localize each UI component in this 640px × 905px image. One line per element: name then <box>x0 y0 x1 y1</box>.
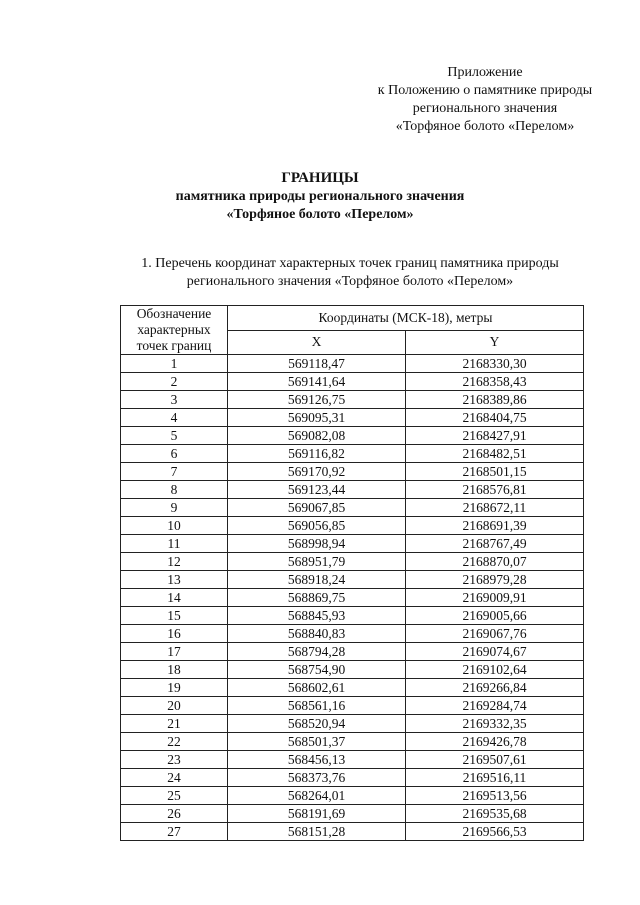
table-row <box>121 625 584 643</box>
y-coordinate-cell: 2168358,43 <box>406 373 584 391</box>
y-coordinate-cell: 2169516,11 <box>406 769 584 787</box>
x-coordinate-cell: 568845,93 <box>228 607 406 625</box>
table-row <box>121 589 584 607</box>
point-number-cell: 10 <box>121 517 228 535</box>
y-coordinate-cell: 2168501,15 <box>406 463 584 481</box>
point-number-cell: 19 <box>121 679 228 697</box>
x-coordinate-cell: 569126,75 <box>228 391 406 409</box>
y-coordinate-cell: 2168389,86 <box>406 391 584 409</box>
point-number-cell: 7 <box>121 463 228 481</box>
table-row <box>121 697 584 715</box>
table-row <box>121 787 584 805</box>
table-row <box>121 391 584 409</box>
y-coordinate-cell: 2169102,64 <box>406 661 584 679</box>
table-row <box>121 463 584 481</box>
x-coordinate-cell: 568501,37 <box>228 733 406 751</box>
header-point-line-1: Обозначение <box>136 306 212 321</box>
section-heading <box>60 255 640 291</box>
point-number-cell: 5 <box>121 427 228 445</box>
x-coordinate-cell: 569056,85 <box>228 517 406 535</box>
y-coordinate-cell: 2168330,30 <box>406 355 584 373</box>
appendix-label: Приложение <box>447 65 523 80</box>
x-coordinate-cell: 568754,90 <box>228 661 406 679</box>
x-coordinate-cell: 568951,79 <box>228 553 406 571</box>
y-coordinate-cell: 2168404,75 <box>406 409 584 427</box>
appendix-significance: регионального значения <box>412 101 558 116</box>
appendix-caption <box>330 64 640 136</box>
point-number-cell: 22 <box>121 733 228 751</box>
y-coordinate-cell: 2169332,35 <box>406 715 584 733</box>
point-number-cell: 24 <box>121 769 228 787</box>
table-row <box>121 445 584 463</box>
x-coordinate-cell: 568561,16 <box>228 697 406 715</box>
y-coordinate-cell: 2168870,07 <box>406 553 584 571</box>
x-coordinate-cell: 569141,64 <box>228 373 406 391</box>
section-heading-line-2: регионального значения «Торфяное болото «Перелом» <box>186 274 514 289</box>
y-coordinate-cell: 2169005,66 <box>406 607 584 625</box>
x-coordinate-cell: 568602,61 <box>228 679 406 697</box>
x-coordinate-cell: 569067,85 <box>228 499 406 517</box>
point-number-cell: 9 <box>121 499 228 517</box>
appendix-regulation: к Положению о памятнике природы <box>377 83 593 98</box>
y-coordinate-cell: 2169426,78 <box>406 733 584 751</box>
x-coordinate-cell: 569095,31 <box>228 409 406 427</box>
table-row <box>121 823 584 841</box>
y-coordinate-cell: 2168672,11 <box>406 499 584 517</box>
x-coordinate-cell: 568998,94 <box>228 535 406 553</box>
table-row <box>121 661 584 679</box>
table-row <box>121 751 584 769</box>
y-coordinate-cell: 2169067,76 <box>406 625 584 643</box>
appendix-object-name: «Торфяное болото «Перелом» <box>395 119 575 134</box>
y-coordinate-cell: 2169266,84 <box>406 679 584 697</box>
y-coordinate-cell: 2168767,49 <box>406 535 584 553</box>
x-coordinate-cell: 568794,28 <box>228 643 406 661</box>
x-coordinate-cell: 568264,01 <box>228 787 406 805</box>
header-point-designation <box>121 306 228 355</box>
table-row <box>121 427 584 445</box>
title-subtitle-2: «Торфяное болото «Перелом» <box>226 207 414 222</box>
header-point-line-2: характерных <box>137 322 211 337</box>
table-row <box>121 715 584 733</box>
x-coordinate-cell: 569118,47 <box>228 355 406 373</box>
point-number-cell: 15 <box>121 607 228 625</box>
y-coordinate-cell: 2168482,51 <box>406 445 584 463</box>
point-number-cell: 17 <box>121 643 228 661</box>
coordinates-table <box>120 305 584 841</box>
y-coordinate-cell: 2169566,53 <box>406 823 584 841</box>
header-y: Y <box>406 330 584 355</box>
point-number-cell: 3 <box>121 391 228 409</box>
x-coordinate-cell: 568456,13 <box>228 751 406 769</box>
table-row <box>121 535 584 553</box>
y-coordinate-cell: 2169513,56 <box>406 787 584 805</box>
point-number-cell: 14 <box>121 589 228 607</box>
x-coordinate-cell: 569082,08 <box>228 427 406 445</box>
y-coordinate-cell: 2169284,74 <box>406 697 584 715</box>
table-header-row <box>121 306 584 331</box>
table-row <box>121 643 584 661</box>
point-number-cell: 23 <box>121 751 228 769</box>
x-coordinate-cell: 568373,76 <box>228 769 406 787</box>
x-coordinate-cell: 569123,44 <box>228 481 406 499</box>
table-row <box>121 499 584 517</box>
x-coordinate-cell: 568151,28 <box>228 823 406 841</box>
point-number-cell: 12 <box>121 553 228 571</box>
y-coordinate-cell: 2169009,91 <box>406 589 584 607</box>
x-coordinate-cell: 568191,69 <box>228 805 406 823</box>
x-coordinate-cell: 569170,92 <box>228 463 406 481</box>
point-number-cell: 26 <box>121 805 228 823</box>
x-coordinate-cell: 568520,94 <box>228 715 406 733</box>
point-number-cell: 8 <box>121 481 228 499</box>
document-title <box>0 168 640 224</box>
point-number-cell: 27 <box>121 823 228 841</box>
point-number-cell: 21 <box>121 715 228 733</box>
header-point-line-3: точек границ <box>136 338 212 353</box>
point-number-cell: 13 <box>121 571 228 589</box>
table-row <box>121 733 584 751</box>
point-number-cell: 25 <box>121 787 228 805</box>
point-number-cell: 6 <box>121 445 228 463</box>
header-coordinates: Координаты (МСК-18), метры <box>228 306 584 331</box>
table-row <box>121 571 584 589</box>
table-row <box>121 481 584 499</box>
point-number-cell: 11 <box>121 535 228 553</box>
table-body <box>121 355 584 841</box>
table-row <box>121 355 584 373</box>
table-row <box>121 679 584 697</box>
title-subtitle-1: памятника природы регионального значения <box>175 189 465 204</box>
x-coordinate-cell: 568918,24 <box>228 571 406 589</box>
y-coordinate-cell: 2169535,68 <box>406 805 584 823</box>
table-row <box>121 607 584 625</box>
x-coordinate-cell: 568840,83 <box>228 625 406 643</box>
point-number-cell: 20 <box>121 697 228 715</box>
table-row <box>121 553 584 571</box>
y-coordinate-cell: 2168691,39 <box>406 517 584 535</box>
title-main: ГРАНИЦЫ <box>281 170 359 186</box>
x-coordinate-cell: 569116,82 <box>228 445 406 463</box>
point-number-cell: 18 <box>121 661 228 679</box>
y-coordinate-cell: 2168576,81 <box>406 481 584 499</box>
section-heading-line-1: 1. Перечень координат характерных точек границ памятника природы <box>141 256 559 271</box>
table-row <box>121 805 584 823</box>
table-row <box>121 373 584 391</box>
point-number-cell: 16 <box>121 625 228 643</box>
table-row <box>121 769 584 787</box>
y-coordinate-cell: 2168979,28 <box>406 571 584 589</box>
y-coordinate-cell: 2169507,61 <box>406 751 584 769</box>
table-row <box>121 517 584 535</box>
x-coordinate-cell: 568869,75 <box>228 589 406 607</box>
y-coordinate-cell: 2169074,67 <box>406 643 584 661</box>
y-coordinate-cell: 2168427,91 <box>406 427 584 445</box>
table-row <box>121 409 584 427</box>
point-number-cell: 1 <box>121 355 228 373</box>
header-x: X <box>228 330 406 355</box>
point-number-cell: 4 <box>121 409 228 427</box>
point-number-cell: 2 <box>121 373 228 391</box>
